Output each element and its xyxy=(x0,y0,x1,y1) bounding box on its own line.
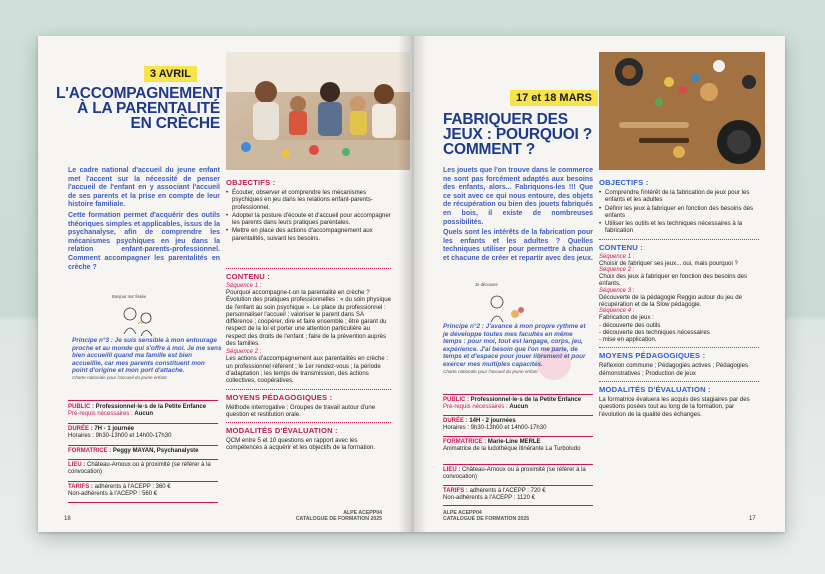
sketch-caption: Bonjour ma' fissée xyxy=(112,294,147,299)
tarifs-info: TARIFS : adhérents à l'ACEPP : 720 € Non-adhérents à l'ACEPP : 1120 € xyxy=(443,488,546,502)
principe-quote: Principe n°2 : J'avance à mon propre rythme et je développe toutes mes facultés en même temps : pour moi, tout est langage, corps, jeu, expérience. J'ai besoin que l'on me parle, de temps et d'espace pour jouer librement et pour exercer mes multiples capacités. Charte nationale pour l'accueil du jeune enfant xyxy=(443,323,591,375)
page-left xyxy=(38,36,410,532)
lieu-info: LIEU : Château-Arnoux ou à proximité (se référer à la convocation) xyxy=(68,462,211,476)
objectifs-title: OBJECTIFS : xyxy=(599,178,649,187)
formatrice-info: FORMATRICE : Peggy MAYAN, Psychanalyste xyxy=(68,448,199,454)
divider xyxy=(68,502,218,503)
lieu-info: LIEU : Château-Arnoux ou à proximité (se référer à la convocation) xyxy=(443,467,586,481)
sequence-text: Découverte de la pédagogie Reggio autour du jeu de récupération et de la Slow pédagogie. xyxy=(599,293,742,308)
intro-text: Le cadre national d'accueil du jeune enfant met l'accent sur la nécessité de penser l'accueil de l'enfant en y associant l'accueil de ses parents et la prise en compte de leur histoire familiale. Cette formation permet d'acquérir des outils théoriques simples et applicables, issus de la psychanalyse, afin de comprendre les mécanismes psychiques en jeu dans la relation enfant-parents-professionnel. Comment accompagner les parentalités en crèche ? xyxy=(68,167,220,271)
page-right xyxy=(413,36,785,532)
sequence-text: Pourquoi accompagne-t-on la parentalité en crèche ? Évolution des pratiques professionnelles : « du soin physique de l'enfant au soin psychique ». Le place du professionnel : personnaliser l'accueil ; valoriser le parent dans SA différence ; coopérer, dire et faire ensemble ; être garant du respect de la loi et porter une attention particulière au respect des droits de l'enfant ; faire de la prévention auprès des familles. xyxy=(226,289,391,348)
divider xyxy=(68,423,218,424)
sequence-label: Séquence 2 : xyxy=(599,267,635,274)
intro-text: Les jouets que l'on trouve dans le commerce ne sont pas forcément adaptés aux besoins des enfants, alors... Fabriquons-les !!! Que ce soit avec ce qui nous entoure, des objets de récupération ou bien des jouets fabriqués en bois, il existe de nombreuses possibilités. Quels sont les intérêts de la fabrication pour les enfants et les adultes ? Quelles techniques utiliser pour permettre à chacun et chacune de créer et repartir avec des jeux. xyxy=(443,167,593,262)
objectifs-section xyxy=(599,178,759,418)
sequence-text: Les actions d'accompagnement aux parentalités en crèche : un professionnel référent ; le 1er rendez-vous ; la période d'adaptation ; les temps de transmission, des actions collectives, coopératives. xyxy=(226,355,389,385)
page-number: 18 xyxy=(64,516,71,522)
modalites-text: La formatrice évaluera les acquis des stagiaires par des questions posées tout au long de la formation, par l'évolution de la qualité des échanges. xyxy=(599,396,750,418)
sequence-label: Séquence 2 : xyxy=(226,349,262,356)
contenu-section xyxy=(226,264,391,452)
objectifs-list xyxy=(226,189,391,242)
page-number: 17 xyxy=(749,516,756,522)
sequence-label: Séquence 1 : xyxy=(226,283,262,289)
list-item: - découverte des techniques nécessaires xyxy=(599,328,710,336)
child-sketch-icon xyxy=(473,280,533,324)
divider xyxy=(443,394,593,395)
duree-info: DURÉE : 14H - 2 journées Horaires : 9h30-13h00 et 14h00-17h30 xyxy=(443,418,547,432)
list-item: • Écouter, observer et comprendre les mécanismes psychiques en jeu dans les relations enfant-parents-professionnel. xyxy=(226,189,391,211)
modalites-title: MODALITÉS D'ÉVALUATION : xyxy=(599,385,711,395)
date-badge: 17 et 18 MARS xyxy=(510,90,598,106)
divider xyxy=(68,445,218,446)
photo-families xyxy=(226,52,410,170)
catalogue-spread xyxy=(38,36,785,532)
public-info: PUBLIC : Professionnel·le·s de la Petite Enfance Pré-requis nécessaires : Aucun xyxy=(443,397,582,411)
modalites-title: MODALITÉS D'ÉVALUATION : xyxy=(226,426,338,436)
divider xyxy=(68,481,218,482)
list-item: • Comprendre l'intérêt de la fabrication de jeux pour les enfants et les adultes xyxy=(599,189,759,204)
list-item: • Définir les jeux à fabriquer en fonction des besoins des enfants xyxy=(599,205,759,220)
moyens-title: MOYENS PÉDAGOGIQUES : xyxy=(226,392,333,402)
divider xyxy=(599,381,759,382)
moyens-text: Réflexion commune ; Pédagogies actives ; Pédagogies démonstratives ; Production de jeux xyxy=(599,362,749,377)
principe-quote: Principe n°3 : Je suis sensible à mon entourage proche et au monde qui s'offre à moi. Je me sens bien accueilli quand ma famille est bien accueillie, car mes parents constituent mon point d'origine et mon port d'attache. Charte nationale pour l'accueil du jeune enfant xyxy=(72,337,222,380)
photo-craft-materials xyxy=(599,52,765,170)
objectifs-title: OBJECTIFS : xyxy=(226,178,276,187)
book-gutter xyxy=(398,36,428,532)
sequence-label: Séquence 1 : xyxy=(599,253,635,260)
families-photo-image xyxy=(226,52,410,170)
divider xyxy=(599,239,759,240)
duree-info: DURÉE : 7H - 1 journée Horaires : 9h30-13h00 et 14h00-17h30 xyxy=(68,426,172,440)
divider xyxy=(443,415,593,416)
objectifs-section xyxy=(226,178,391,243)
formatrice-info: FORMATRICE : Marie-Line MERLE Animatrice de la ludothèque itinérante La Turboludo xyxy=(443,439,581,453)
tarifs-info: TARIFS : adhérents à l'ACEPP : 360 € Non-adhérents à l'ACEPP : 560 € xyxy=(68,484,171,498)
modalites-text: QCM entre 5 et 10 questions en rapport avec les compétences à acquérir et les objectifs de la formation. xyxy=(226,437,376,452)
divider xyxy=(443,464,593,465)
list-item: - mise en application. xyxy=(599,336,657,344)
charte-note: Charte nationale pour l'accueil du jeune enfant xyxy=(443,368,538,374)
sequence-text: Choix des jeux à fabriquer en fonction des besoins des enfants. xyxy=(599,273,748,288)
list-item: • Utiliser les outils et les techniques nécessaires à la fabrication xyxy=(599,220,759,235)
contenu-title: CONTENU : xyxy=(599,242,643,252)
moyens-title: MOYENS PÉDAGOGIQUES : xyxy=(599,351,706,361)
sequence-label: Séquence 4 : xyxy=(599,308,635,315)
divider xyxy=(68,400,218,401)
contenu-title: CONTENU : xyxy=(226,272,270,281)
sequence-text: Choisir de fabriquer ses jeux... oui, mais pourquoi ? xyxy=(599,259,738,267)
list-item: - découverte des outils xyxy=(599,321,661,329)
objectifs-list xyxy=(599,189,759,235)
catalogue-footer: ALPE ACEPP04 CATALOGUE DE FORMATION 2025 xyxy=(295,510,382,523)
craft-photo-image xyxy=(599,52,765,170)
sketch-caption: Je découvre xyxy=(475,282,498,287)
divider xyxy=(68,459,218,460)
list-item: • Mettre en place des actions d'accompagnement aux parentalités, suivant les besoins. xyxy=(226,227,391,242)
divider xyxy=(599,347,759,348)
charte-note: Charte nationale pour l'accueil du jeune enfant xyxy=(72,374,167,380)
sequence-text: Fabrication de jeux : xyxy=(599,314,654,322)
divider xyxy=(226,422,391,423)
child-sketch-icon xyxy=(108,294,168,338)
divider xyxy=(443,436,593,437)
divider xyxy=(443,505,593,506)
divider xyxy=(443,485,593,486)
divider xyxy=(226,268,391,269)
sequence-label: Séquence 3 : xyxy=(599,287,635,294)
moyens-text: Méthode interrogative ; Groupes de travail autour d'une question et restitution orale. xyxy=(226,403,376,418)
divider xyxy=(226,389,391,390)
catalogue-footer: ALPE ACEPP04 CATALOGUE DE FORMATION 2025 xyxy=(443,510,530,523)
date-badge: 3 AVRIL xyxy=(144,66,197,82)
list-item: • Adopter la posture d'écoute et d'accueil pour accompagner les parents dans leurs pratiques parentales. xyxy=(226,212,391,227)
public-info: PUBLIC : Professionnel·le·s de la Petite Enfance Pré-requis nécessaires : Aucun xyxy=(68,404,207,418)
page-title: FABRIQUER DES JEUX : POURQUOI ? COMMENT ? xyxy=(443,111,593,158)
page-title: L'ACCOMPAGNEMENT À LA PARENTALITÉ EN CRÈCHE xyxy=(56,85,223,132)
